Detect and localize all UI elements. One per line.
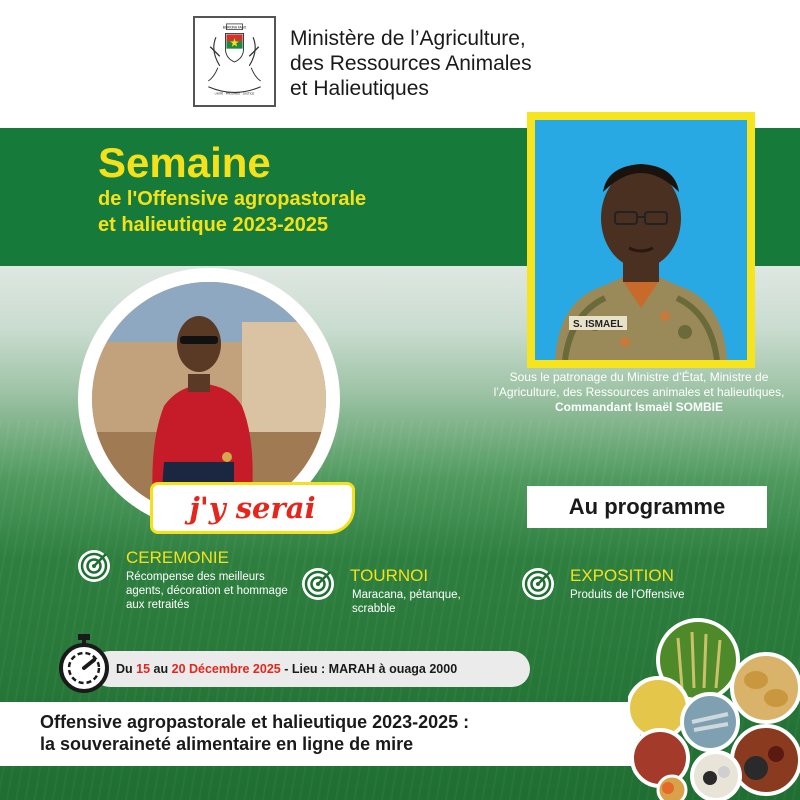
target-icon	[76, 548, 112, 584]
date-location-text	[116, 662, 457, 677]
stopwatch-icon	[56, 632, 112, 694]
title-line-2: et halieutique 2023-2025	[98, 214, 329, 236]
start-day: 15	[136, 662, 151, 676]
coat-of-arms-icon	[193, 16, 276, 107]
footer-slogan	[40, 711, 469, 755]
location: - Lieu : MARAH à ouaga 2000	[284, 662, 458, 676]
portrait-name-tag: S. ISMAEL	[572, 319, 624, 330]
produce-collage	[628, 618, 800, 800]
programme-item-title: CEREMONIE	[126, 548, 229, 567]
target-icon	[520, 566, 556, 602]
title-main: Semaine	[98, 139, 271, 186]
date-middle: au	[153, 662, 169, 676]
programme-item-title: TOURNOI	[350, 566, 429, 585]
footer-banner	[0, 702, 640, 766]
minister-portrait	[535, 120, 747, 360]
title-line-1: de l'Offensive agropastorale	[98, 188, 367, 210]
programme-heading: Au programme	[568, 494, 726, 519]
ministry-line: des Ressources Animales	[290, 52, 532, 75]
programme-item-desc: Maracana, pétanque, scrabble	[352, 589, 461, 615]
programme-item-desc: Récompense des meilleurs agents, décoration et hommage aux retraités	[126, 571, 288, 611]
programme-item-desc: Produits de l'Offensive	[570, 589, 685, 601]
programme-item-title: EXPOSITION	[570, 566, 674, 585]
footer-line-2: la souveraineté alimentaire en ligne de mire	[40, 734, 414, 754]
patronage-caption	[488, 370, 790, 415]
patronage-text: Sous le patronage du Ministre d’État, Ministre de l’Agriculture, des Ressources animales et halieutiques,	[493, 370, 785, 399]
end-date: 20 Décembre 2025	[171, 662, 281, 676]
ministry-name	[290, 26, 610, 101]
patronage-name: Commandant Ismaël SOMBIE	[554, 400, 724, 414]
header	[0, 0, 800, 128]
attendee-photo	[92, 282, 326, 516]
ministry-line: Ministère de l’Agriculture,	[290, 27, 526, 50]
date-prefix: Du	[116, 662, 133, 676]
date-location-bar	[92, 651, 530, 687]
footer-line-1: Offensive agropastorale et halieutique 2023-2025 :	[40, 712, 470, 732]
minister-portrait-frame	[527, 112, 755, 368]
target-icon	[300, 566, 336, 602]
emblem-ribbon: UNITÉ · PROGRÈS · JUSTICE	[214, 91, 255, 96]
jy-serai-badge	[150, 482, 355, 534]
event-title	[98, 140, 366, 238]
badge-text: j'y serai	[189, 491, 316, 525]
emblem-motto: BURKINA FASO	[222, 25, 247, 30]
programme-heading-box	[527, 486, 767, 528]
ministry-line: et Halieutiques	[290, 77, 429, 100]
